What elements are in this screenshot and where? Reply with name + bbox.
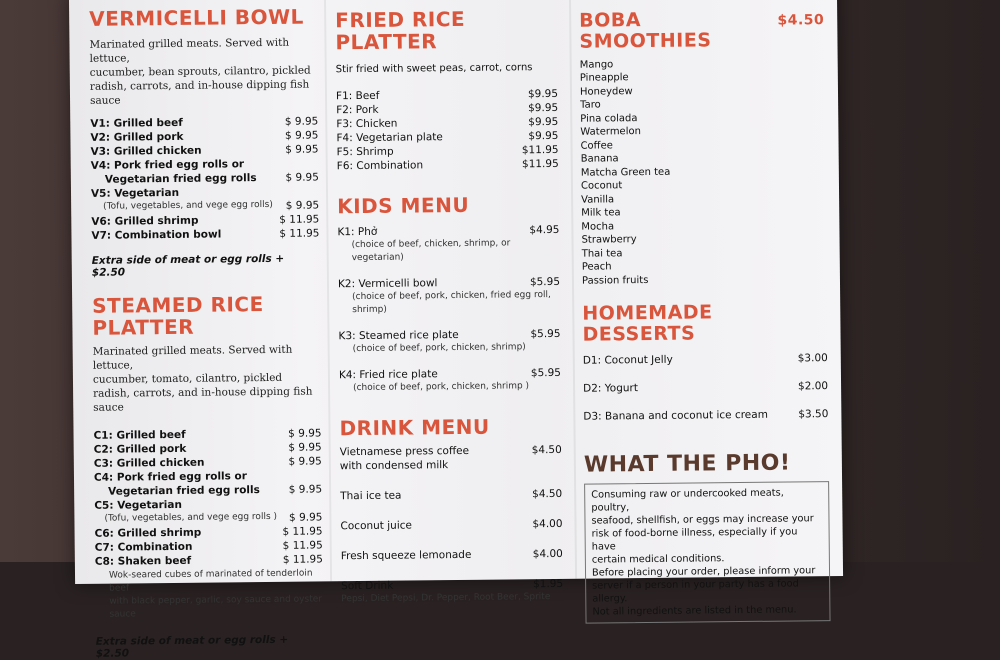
desc-line: radish, carrots, and in-house dipping fish sauce <box>93 384 321 414</box>
middle-column <box>335 0 563 606</box>
flavor-item: Mocha <box>581 218 826 234</box>
item-name: C6: Grilled shrimp <box>95 526 202 541</box>
kids-items <box>337 222 561 394</box>
item-name: F6: Combination <box>337 158 424 173</box>
desc-line: Marinated grilled meats. Served with lettuce, <box>93 342 321 372</box>
flavor-item: Vanilla <box>581 191 826 207</box>
notice-line: server if a person in your party has a food allergy. <box>592 577 823 605</box>
item-name: with condensed milk <box>340 458 448 473</box>
item-price: $ 9.95 <box>288 426 322 440</box>
item-name: F4: Vegetarian plate <box>336 130 443 145</box>
item-price: $5.95 <box>530 326 560 340</box>
item-name: F2: Pork <box>336 102 379 116</box>
menu-item <box>94 454 322 470</box>
fried-items <box>336 86 559 172</box>
flavor-item: Peach <box>582 258 827 274</box>
desc-line: cucumber, bean sprouts, cilantro, pickled <box>90 63 318 79</box>
flavor-item: Thai tea <box>582 245 827 261</box>
boba-header <box>579 8 824 52</box>
item-price: $3.00 <box>798 351 828 365</box>
item-name: Vegetarian fried egg rolls <box>105 171 257 187</box>
item-price: $ 11.95 <box>283 552 323 566</box>
boba-price: $4.50 <box>777 13 824 29</box>
item-price: $ 9.95 <box>288 454 322 468</box>
item-name: V7: Combination bowl <box>91 227 221 242</box>
item-name: C3: Grilled chicken <box>94 456 205 471</box>
item-name: V4: Pork fried egg rolls or <box>91 157 244 173</box>
boba-flavors <box>580 56 827 288</box>
steamed-items <box>93 426 323 621</box>
item-name: D1: Coconut Jelly <box>583 353 673 368</box>
item-price: $ 11.95 <box>279 212 319 226</box>
allergy-notice <box>584 481 830 624</box>
item-name: V6: Grilled shrimp <box>91 214 198 229</box>
menu-item <box>91 226 319 242</box>
flavor-item: Coconut <box>581 177 826 193</box>
item-price: $ 9.95 <box>285 128 319 142</box>
menu-item <box>337 156 559 172</box>
item-choices: (choice of beef, pork, chicken, shrimp) <box>339 340 561 355</box>
menu-item <box>341 546 563 562</box>
flavor-item: Mango <box>580 56 825 72</box>
item-name: K4: Fried rice plate <box>339 367 438 382</box>
item-name: C1: Grilled beef <box>93 428 185 443</box>
notice-line: certain medical conditions. <box>592 551 823 566</box>
item-price: $3.50 <box>798 407 828 421</box>
note-line: Wok-seared cubes of marinated of tenderloin beef <box>109 567 323 595</box>
item-name: Vietnamese press coffee <box>340 443 469 458</box>
item-price: $ 11.95 <box>282 524 322 538</box>
item-price: $4.00 <box>532 516 562 530</box>
item-name: K2: Vermicelli bowl <box>338 276 438 291</box>
item-choices: (choice of beef, pork, chicken, fried egg roll, shrimp) <box>338 288 560 316</box>
item-name: Coconut juice <box>340 518 412 533</box>
item-price: $ 9.95 <box>289 510 323 524</box>
drink-items <box>340 442 564 605</box>
desserts-title: HOMEMADE DESSERTS <box>582 301 827 345</box>
desc-line: cucumber, tomato, cilantro, pickled <box>93 370 321 386</box>
item-name: V5: Vegetarian <box>91 186 179 201</box>
item-name: D3: Banana and coconut ice cream <box>583 408 768 424</box>
note-line: with black pepper, garlic, soy sauce and oyster sauce <box>109 593 323 621</box>
notice-line: Consuming raw or undercooked meats, poultry, <box>591 486 822 514</box>
item-price: $ 9.95 <box>285 114 319 128</box>
notice-line: Before placing your order, please inform your <box>592 564 823 579</box>
notice-line: seafood, shellfish, or eggs may increase your <box>591 512 822 527</box>
item-choices: (choice of beef, chicken, shrimp, or vegetarian) <box>338 236 560 264</box>
item-price: $ 11.95 <box>283 538 323 552</box>
item-name: F3: Chicken <box>336 116 397 131</box>
item-name: V2: Grilled pork <box>90 130 183 145</box>
item-price: $ 9.95 <box>286 198 320 212</box>
item-price: $9.95 <box>528 86 558 100</box>
item-name: K1: Phở <box>337 224 377 238</box>
item-price: $ 9.95 <box>288 440 322 454</box>
item-name: F1: Beef <box>336 88 380 102</box>
vermicelli-items <box>90 114 319 242</box>
item-name: C2: Grilled pork <box>94 442 187 457</box>
flavor-item: Honeydew <box>580 83 825 99</box>
flavor-item: Coffee <box>580 137 825 153</box>
item-name: Vegetarian fried egg rolls <box>108 483 260 499</box>
notice-line: Not all ingredients are listed in the menu. <box>592 603 823 618</box>
right-column <box>579 0 831 624</box>
item-name: C5: Vegetarian <box>94 498 182 513</box>
item-price: $5.95 <box>531 365 561 379</box>
item-price: $11.95 <box>522 156 559 170</box>
item-name: Fresh squeeze lemonade <box>341 547 472 562</box>
steamed-desc <box>93 342 322 414</box>
menu-item <box>91 170 319 186</box>
item-name: Soft Drink <box>341 578 393 593</box>
menu-item <box>340 516 562 532</box>
item-name: C7: Combination <box>95 540 193 555</box>
notice-line: risk of food-borne illness, especially if you have <box>592 525 823 553</box>
item-price: $ 11.95 <box>279 226 319 240</box>
menu-item <box>583 379 828 396</box>
left-column <box>89 0 324 660</box>
item-choices: (choice of beef, pork, chicken, shrimp ) <box>339 379 561 394</box>
item-price: $5.95 <box>530 274 560 288</box>
item-price: $4.95 <box>529 222 559 236</box>
item-name: F5: Shrimp <box>337 144 394 159</box>
boba-title: BOBA SMOOTHIES <box>579 9 766 53</box>
item-price: $ 9.95 <box>285 142 319 156</box>
item-name: (Tofu, vegetables, and vege egg rolls) <box>103 199 273 215</box>
menu-item <box>95 552 323 568</box>
desc-line: radish, carrots, and in-house dipping fish sauce <box>90 77 318 107</box>
fold-line-right <box>569 0 577 579</box>
vermicelli-title: VERMICELLI BOWL <box>89 5 317 29</box>
item-name: (Tofu, vegetables, and vege egg rolls ) <box>104 511 277 527</box>
menu-item-continued <box>340 456 562 472</box>
menu-item <box>583 407 828 424</box>
item-price: $2.00 <box>798 379 828 393</box>
item-price: $9.95 <box>528 128 558 142</box>
steamed-title: STEAMED RICE PLATTER <box>92 292 320 338</box>
item-price: $ 9.95 <box>285 170 319 184</box>
menu-item <box>94 482 322 498</box>
item-name: Thai ice tea <box>340 488 401 503</box>
flavor-item: Passion fruits <box>582 272 827 288</box>
fold-line-left <box>324 0 332 581</box>
item-name: C4: Pork fried egg rolls or <box>94 469 247 485</box>
item-name: K3: Steamed rice plate <box>338 327 458 342</box>
item-price: $ 9.95 <box>289 482 323 496</box>
menu-item <box>583 351 828 368</box>
soft-drink-options: Pepsi, Diet Pepsi, Dr. Pepper, Root Beer, Sprite <box>341 590 563 605</box>
item-name: V1: Grilled beef <box>90 116 183 131</box>
item-name: V3: Grilled chicken <box>91 144 202 159</box>
menu-paper <box>69 0 843 584</box>
flavor-item: Milk tea <box>581 204 826 220</box>
flavor-item: Watermelon <box>580 123 825 139</box>
flavor-item: Taro <box>580 96 825 112</box>
item-name: C8: Shaken beef <box>95 554 191 569</box>
fried-title: FRIED RICE PLATTER <box>335 7 557 53</box>
item-price: $4.00 <box>533 546 563 560</box>
menu-item <box>340 486 562 502</box>
item-price: $1.95 <box>533 576 563 590</box>
item-price: $11.95 <box>522 142 559 156</box>
dessert-items <box>583 351 829 424</box>
menu-item <box>91 142 319 158</box>
vermicelli-extra: Extra side of meat or egg rolls + $2.50 <box>92 252 320 278</box>
item-price: $9.95 <box>528 100 558 114</box>
fried-desc: Stir fried with sweet peas, carrot, corns <box>336 61 558 77</box>
desc-line: Marinated grilled meats. Served with lettuce, <box>89 35 317 65</box>
item-price: $4.50 <box>532 486 562 500</box>
flavor-item: Banana <box>581 150 826 166</box>
shaken-beef-note <box>95 567 324 621</box>
steamed-extra: Extra side of meat or egg rolls + $2.50 <box>96 633 324 659</box>
item-name: D2: Yogurt <box>583 381 638 396</box>
flavor-item: Pina colada <box>580 110 825 126</box>
kids-title: KIDS MENU <box>337 192 559 216</box>
item-price: $9.95 <box>528 114 558 128</box>
flavor-item: Strawberry <box>581 231 826 247</box>
item-price: $4.50 <box>532 442 562 456</box>
vermicelli-desc <box>89 35 318 107</box>
flavor-item: Matcha Green tea <box>581 164 826 180</box>
flavor-item: Pineapple <box>580 69 825 85</box>
drinks-title: DRINK MENU <box>339 414 561 438</box>
pho-title: WHAT THE PHO! <box>584 451 829 478</box>
